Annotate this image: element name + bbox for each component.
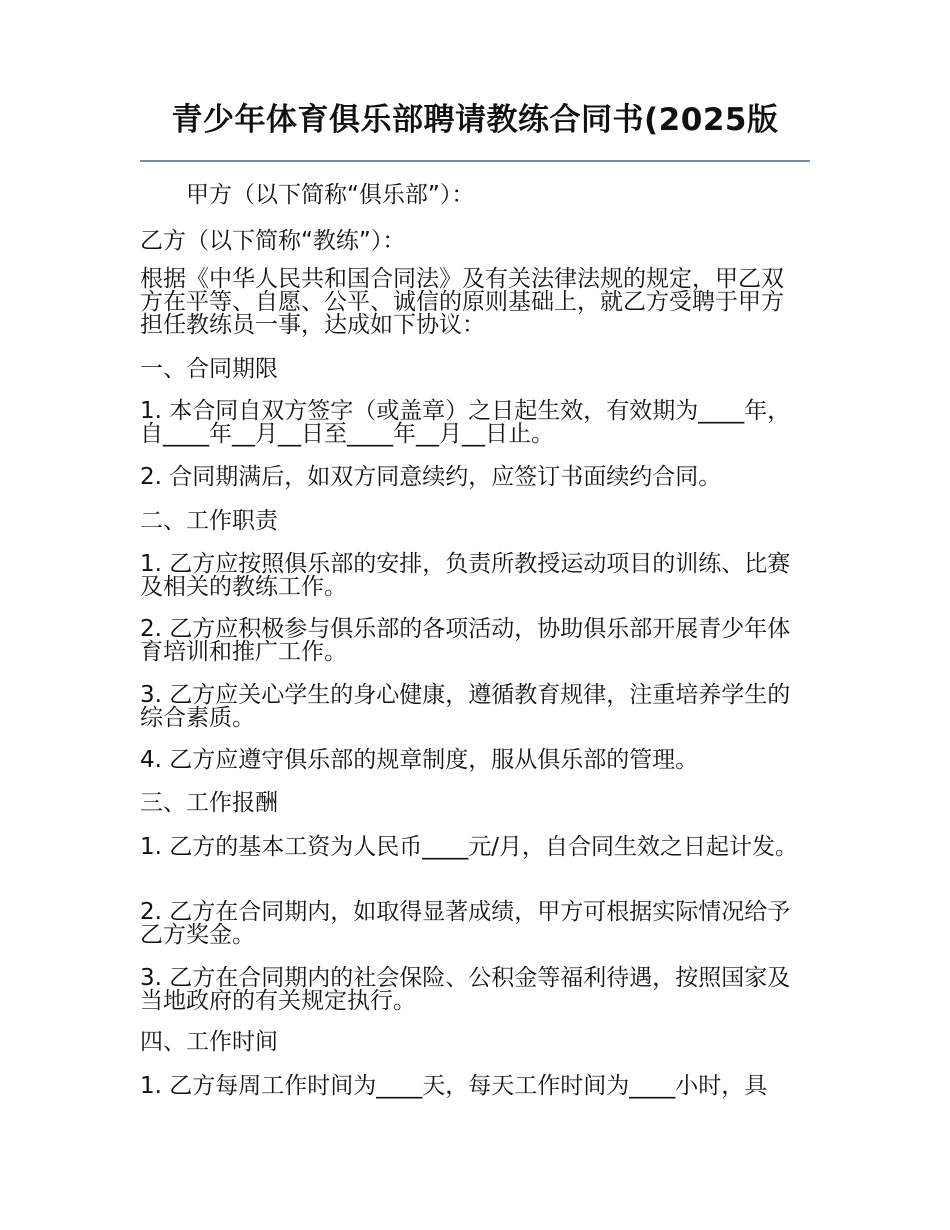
clause-pay-3: 3. 乙方在合同期内的社会保险、公积金等福利待遇，按照国家及当地政府的有关规定执行。 — [140, 965, 791, 1014]
section-heading-hours: 四、工作时间 — [140, 1029, 278, 1055]
document-title: 青少年体育俱乐部聘请教练合同书(2025版 — [171, 102, 779, 138]
title-underline — [140, 160, 810, 162]
section-heading-duties: 二、工作职责 — [140, 508, 278, 534]
preamble-paragraph: 根据《中华人民共和国合同法》及有关法律法规的规定，甲乙双方在平等、自愿、公平、诚信的原则基础上，就乙方受聘于甲方担任教练员一事，达成如下协议： — [140, 266, 784, 338]
clause-term-1: 1. 本合同自双方签字（或盖章）之日起生效，有效期为____年，自____年__月__日至____年__月__日止。 — [140, 398, 791, 447]
party-a-line: 甲方（以下简称“俱乐部”）： — [186, 182, 475, 208]
clause-pay-2: 2. 乙方在合同期内，如取得显著成绩，甲方可根据实际情况给予乙方奖金。 — [140, 899, 791, 948]
clause-term-2: 2. 合同期满后，如双方同意续约，应签订书面续约合同。 — [140, 464, 722, 490]
clause-duties-1: 1. 乙方应按照俱乐部的安排，负责所教授运动项目的训练、比赛及相关的教练工作。 — [140, 551, 791, 600]
clause-hours-1: 1. 乙方每周工作时间为____天，每天工作时间为____小时，具 — [140, 1073, 768, 1099]
clause-pay-1: 1. 乙方的基本工资为人民币____元/月，自合同生效之日起计发。 — [140, 834, 799, 860]
section-heading-pay: 三、工作报酬 — [140, 790, 278, 816]
section-heading-term: 一、合同期限 — [140, 356, 278, 382]
clause-duties-4: 4. 乙方应遵守俱乐部的规章制度，服从俱乐部的管理。 — [140, 747, 699, 773]
party-b-line: 乙方（以下简称“教练”）： — [140, 228, 406, 254]
clause-duties-3: 3. 乙方应关心学生的身心健康，遵循教育规律，注重培养学生的综合素质。 — [140, 682, 791, 731]
clause-duties-2: 2. 乙方应积极参与俱乐部的各项活动，协助俱乐部开展青少年体育培训和推广工作。 — [140, 616, 791, 665]
